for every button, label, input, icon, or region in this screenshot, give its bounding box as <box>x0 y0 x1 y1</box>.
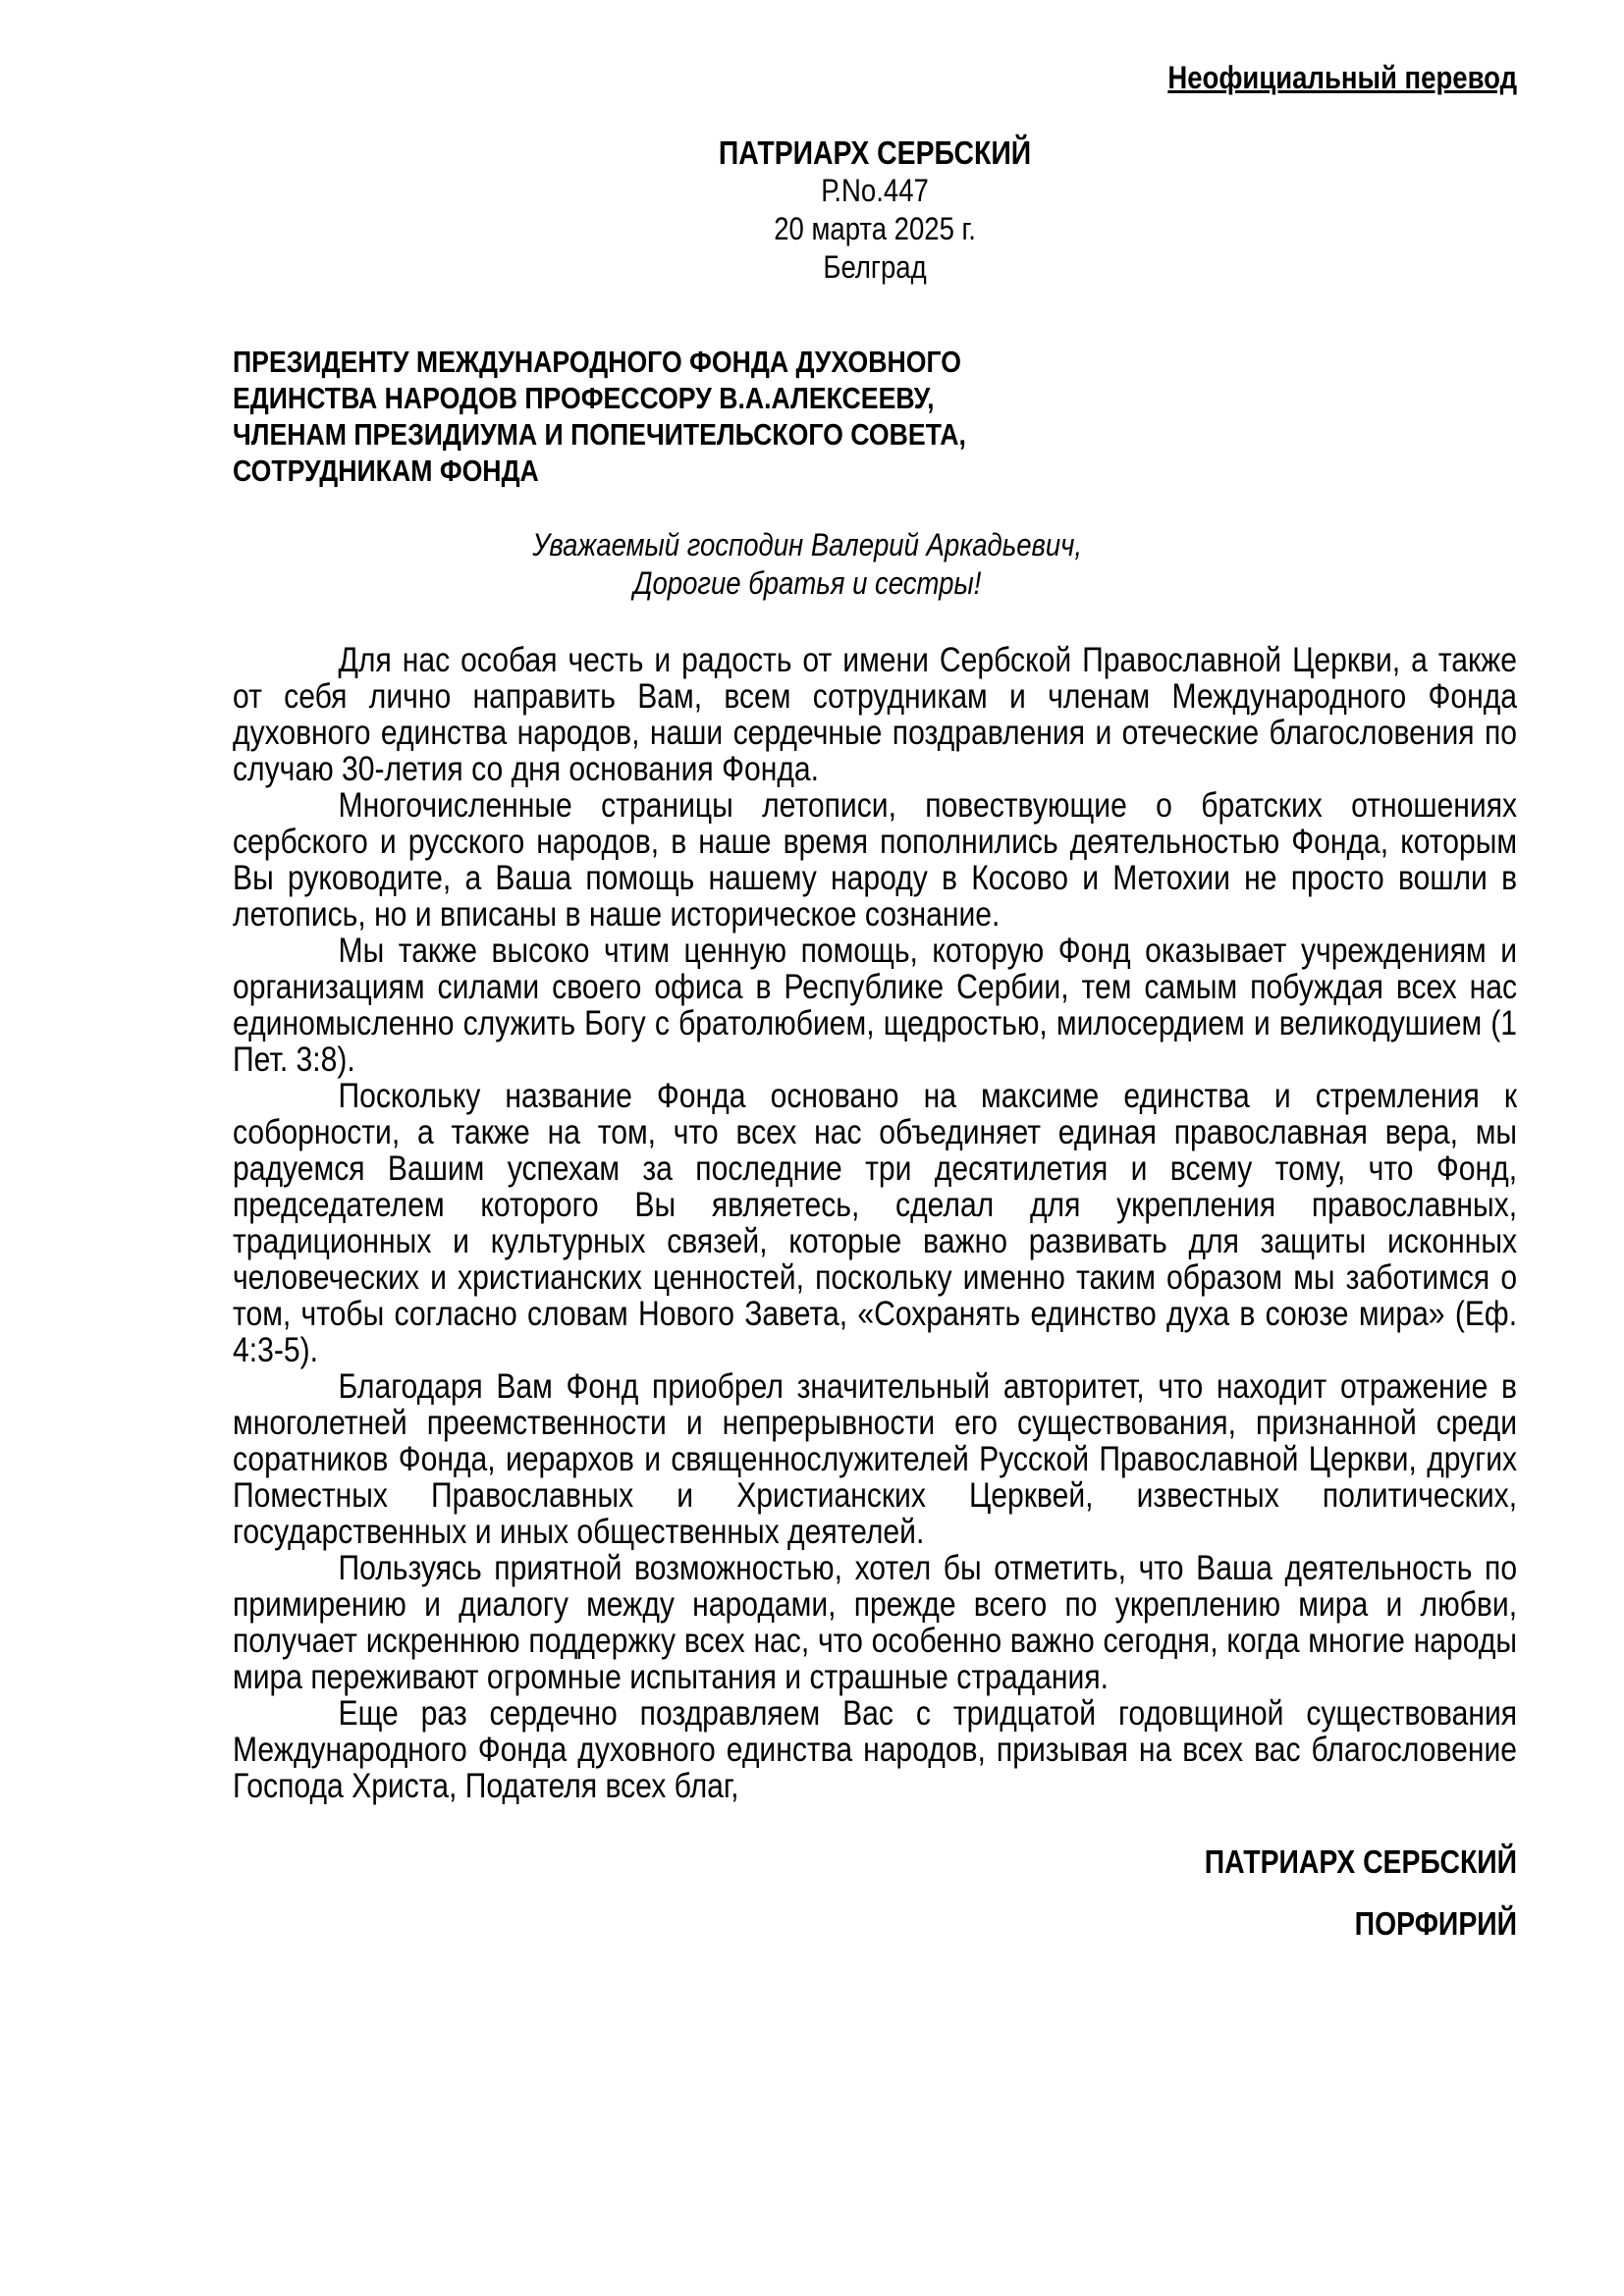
letterhead-reference-number: Р.No.447 <box>821 173 929 208</box>
salutation-line: Уважаемый господин Валерий Аркадьевич, <box>532 527 1083 562</box>
body-paragraph: Для нас особая честь и радость от имени Сербской Православной Церкви, а также от себя лично направить Вам, всем сотрудникам и членам Международного Фонда духовного единства народов, наши сердечные поздравления и отеческие благословения по случаю 30-летия со дня основания Фонда. <box>233 641 1518 788</box>
recipient-line: СОТРУДНИКАМ ФОНДА <box>233 454 539 488</box>
body-paragraph: Пользуясь приятной возможностью, хотел бы отметить, что Ваша деятельность по примирению и диалогу между народами, прежде всего по укреплению мира и любви, получает искреннюю поддержку всех нас, что особенно важно сегодня, когда многие народы мира переживают огромные испытания и страшные страдания. <box>233 1549 1518 1696</box>
recipient-line: ПРЕЗИДЕНТУ МЕЖДУНАРОДНОГО ФОНДА ДУХОВНОГО <box>233 345 961 379</box>
letter-content <box>233 0 1517 1942</box>
letterhead <box>233 133 1517 287</box>
letterhead-date: 20 марта 2025 г. <box>774 211 976 246</box>
unofficial-translation-note: Неофициальный перевод <box>1167 60 1518 95</box>
signature-title: ПАТРИАРХ СЕРБСКИЙ <box>1204 1843 1518 1880</box>
signature-block <box>233 1843 1517 1942</box>
body-paragraph: Мы также высоко чтим ценную помощь, которую Фонд оказывает учреждениям и организациям силами своего офиса в Республике Сербии, тем самым побуждая всех нас единомысленно служить Богу с братолюбием, щедростью, милосердием и великодушием (1 Пет. 3:8). <box>233 932 1518 1079</box>
letterhead-city: Белград <box>823 249 927 285</box>
body-paragraph: Поскольку название Фонда основано на максиме единства и стремления к соборности, а также на том, что всех нас объединяет единая православная вера, мы радуемся Вашим успехам за последние три десятилетия и всему тому, что Фонд, председателем которого Вы являетесь, сделал для укрепления православных, традиционных и культурных связей, которые важно развивать для защиты исконных человеческих и христианских ценностей, поскольку именно таким образом мы заботимся о том, чтобы согласно словам Нового Завета, «Сохранять единство духа в союзе мира» (Еф. 4:3-5). <box>233 1077 1518 1369</box>
recipient-line: ЧЛЕНАМ ПРЕЗИДИУМА И ПОПЕЧИТЕЛЬСКОГО СОВЕТА, <box>233 417 966 452</box>
salutation-block <box>233 526 1517 603</box>
body-paragraph: Еще раз сердечно поздравляем Вас с тридцатой годовщиной существования Международного Фонда духовного единства народов, призывая на всех вас благословение Господа Христа, Подателя всех благ, <box>233 1694 1518 1805</box>
letter-body <box>233 642 1517 1804</box>
body-paragraph: Благодаря Вам Фонд приобрел значительный авторитет, что находит отражение в многолетней преемственности и непрерывности его существования, признанной среди соратников Фонда, иерархов и священнослужителей Русской Православной Церкви, других Поместных Православных и Христианских Церквей, известных политических, государственных и иных общественных деятелей. <box>233 1367 1518 1551</box>
salutation-line: Дорогие братья и сестры! <box>633 565 982 601</box>
recipient-line: ЕДИНСТВА НАРОДОВ ПРОФЕССОРУ В.А.АЛЕКСЕЕВУ, <box>233 381 935 415</box>
body-paragraph: Многочисленные страницы летописи, повествующие о братских отношениях сербского и русского народов, в наше время пополнились деятельностью Фонда, которым Вы руководите, а Ваша помощь нашему народу в Косово и Метохии не просто вошли в летопись, но и вписаны в наше историческое сознание. <box>233 786 1518 934</box>
signature-name: ПОРФИРИЙ <box>1354 1905 1518 1942</box>
letterhead-sender-title: ПАТРИАРХ СЕРБСКИЙ <box>718 134 1032 171</box>
recipient-block <box>233 344 1517 489</box>
